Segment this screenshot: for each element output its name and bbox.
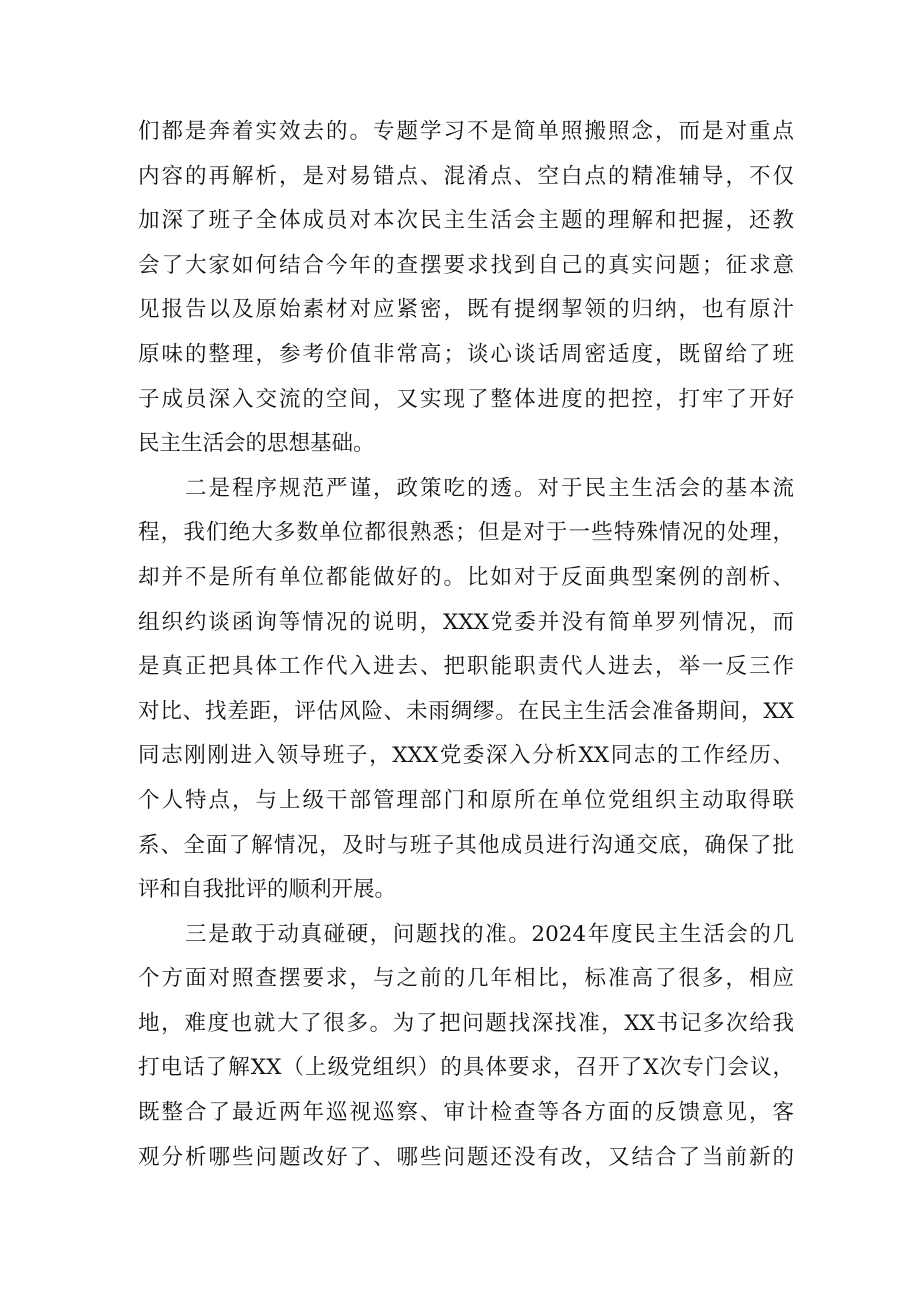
text-line: 三是敢于动真碰硬，问题找的准。2024年度民主生活会的几 — [185, 921, 794, 947]
text-line: 子成员深入交流的空间，又实现了整体进度的把控，打牢了开好 — [138, 386, 794, 412]
text-line: 个人特点，与上级干部管理部门和原所在单位党组织主动取得联 — [138, 787, 794, 813]
text-line: 会了大家如何结合今年的查摆要求找到自己的真实问题；征求意 — [138, 252, 794, 278]
text-line: 是真正把具体工作代入进去、把职能职责代人进去，举一反三作 — [138, 654, 794, 680]
text-line: 系、全面了解情况，及时与班子其他成员进行沟通交底，确保了批 — [138, 832, 794, 858]
text-line: 二是程序规范严谨，政策吃的透。对于民主生活会的基本流 — [185, 475, 794, 501]
text-line: 同志刚刚进入领导班子，XXX党委深入分析XX同志的工作经历、 — [138, 743, 794, 769]
text-line: 原味的整理，参考价值非常高；谈心谈话周密适度，既留给了班 — [138, 341, 794, 367]
document-body — [138, 110, 794, 1180]
paragraph-3 — [138, 913, 794, 1181]
text-line: 们都是奔着实效去的。专题学习不是简单照搬照念，而是对重点 — [138, 119, 794, 144]
text-line: 地，难度也就大了很多。为了把问题找深找准，XX书记多次给我 — [138, 1010, 794, 1036]
text-line: 见报告以及原始素材对应紧密，既有提纲挈领的归纳，也有原汁 — [138, 297, 794, 323]
text-line: 加深了班子全体成员对本次民主生活会主题的理解和把握，还教 — [138, 208, 794, 234]
text-line: 评和自我批评的顺利开展。 — [138, 877, 397, 903]
text-line: 观分析哪些问题改好了、哪些问题还没有改，又结合了当前新的 — [138, 1144, 794, 1170]
text-line: 组织约谈函询等情况的说明，XXX党委并没有简单罗列情况，而 — [138, 609, 794, 635]
text-line: 内容的再解析，是对易错点、混淆点、空白点的精准辅导，不仅 — [138, 163, 794, 189]
text-line: 却并不是所有单位都能做好的。比如对于反面典型案例的剖析、 — [138, 564, 794, 590]
text-line: 程，我们绝大多数单位都很熟悉；但是对于一些特殊情况的处理， — [138, 520, 794, 546]
text-line: 个方面对照查摆要求，与之前的几年相比，标准高了很多，相应 — [138, 966, 794, 992]
text-line: 对比、找差距，评估风险、未雨绸缪。在民主生活会准备期间，XX — [138, 698, 794, 724]
paragraph-2 — [138, 467, 794, 913]
paragraph-1 — [138, 110, 794, 467]
text-line: 民主生活会的思想基础。 — [138, 431, 375, 457]
text-line: 既整合了最近两年巡视巡察、审计检查等各方面的反馈意见，客 — [138, 1100, 794, 1126]
text-line: 打电话了解XX（上级党组织）的具体要求，召开了X次专门会议， — [138, 1055, 794, 1081]
